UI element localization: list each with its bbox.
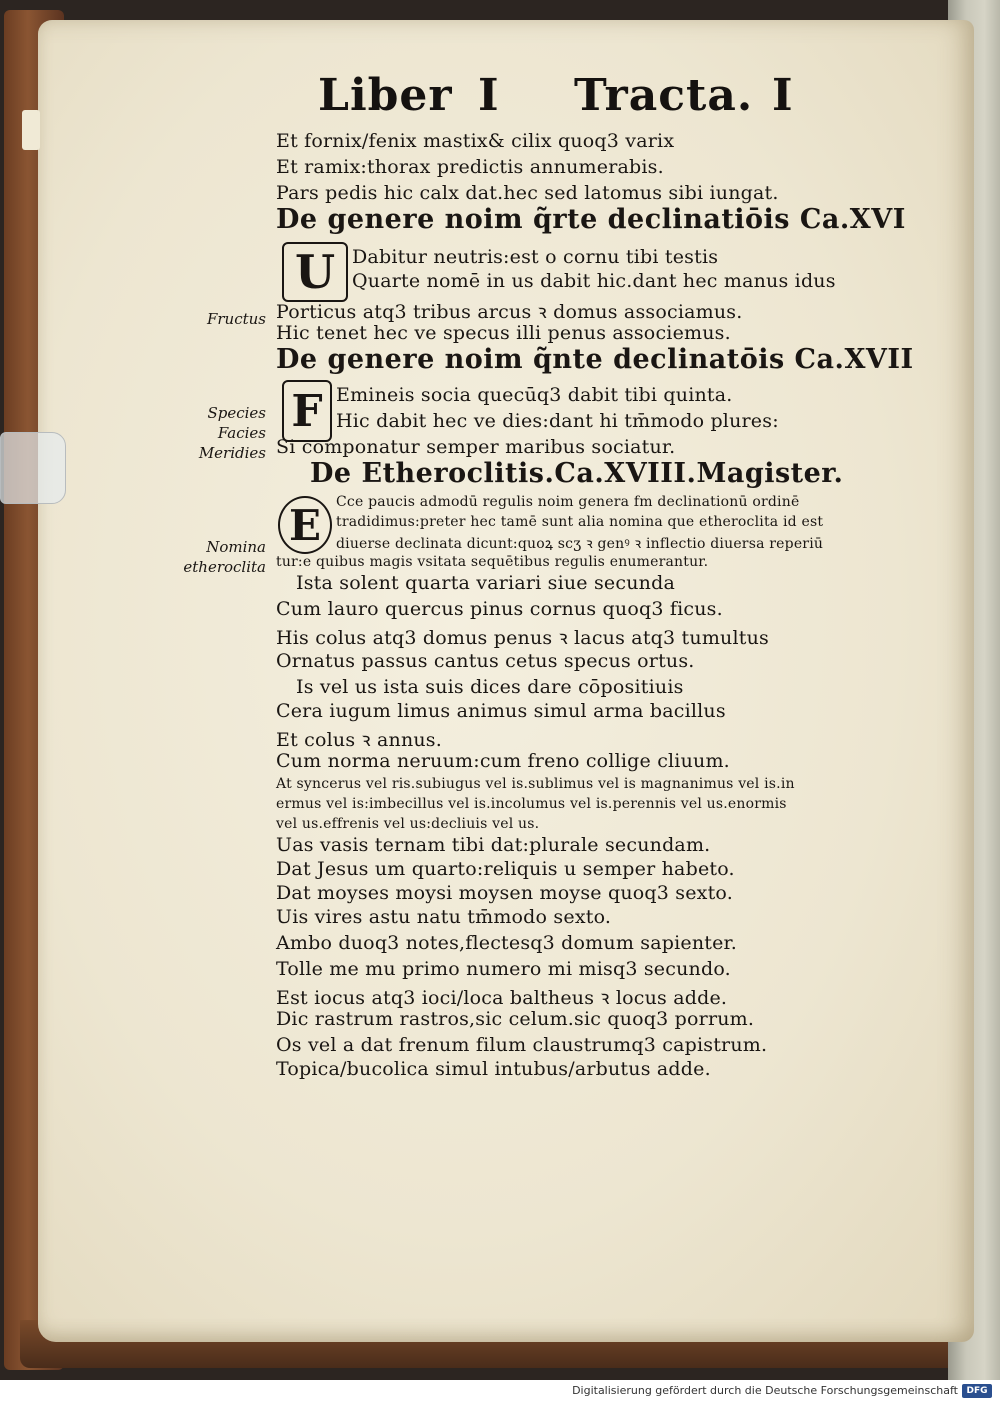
text-line: Emineis socia quecūq3 dabit tibi quinta. (336, 384, 733, 406)
text-line: vel us.effrenis vel us:decliuis vel us. (276, 816, 540, 832)
text-line: Pars pedis hic calx dat.hec sed latomus sibi iungat. (276, 182, 779, 204)
text-line: Uis vires astu natu tm̄modo sexto. (276, 906, 612, 928)
header-tracta-number: I (772, 70, 794, 121)
text-line: diuerse declinata dicunt:quoꝝ scʒ ꝛ genꝰ ꝛ inflectio diuersa reperiū (336, 536, 824, 552)
text-line: Ista solent quarta variari siue secunda (296, 572, 675, 594)
text-line: Et colus ꝛ annus. (276, 729, 443, 751)
page-clip (0, 432, 66, 504)
text-line: Quarte nomē in us dabit hic.dant hec manus idus (352, 270, 836, 292)
text-line: Tolle me mu primo numero mi misq3 secundo. (276, 958, 731, 980)
text-line: Hic tenet hec ve specus illi penus associemus. (276, 322, 731, 344)
text-line: Ambo duoq3 notes,flectesq3 domum sapienter. (276, 932, 737, 954)
text-line: Dat Jesus um quarto:reliquis u semper habeto. (276, 858, 735, 880)
chapter-heading: De Etheroclitis.Ca.XVIII.Magister. (310, 458, 844, 489)
margin-gloss: Facies (217, 424, 266, 442)
text-line: Os vel a dat frenum filum claustrumq3 capistrum. (276, 1034, 768, 1056)
text-line: Dat moyses moysi moysen moyse quoq3 sexto. (276, 882, 733, 904)
text-line: Ornatus passus cantus cetus specus ortus. (276, 650, 695, 672)
margin-gloss: Nomina (206, 538, 266, 556)
text-line: Porticus atq3 tribus arcus ꝛ domus associamus. (276, 301, 743, 323)
footer-bar (0, 1380, 1000, 1402)
bookmark-strip (22, 110, 40, 150)
text-line: tradidimus:preter hec tamē sunt alia nomina que etheroclita id est (336, 514, 824, 530)
text-line: Cum lauro quercus pinus cornus quoq3 ficus. (276, 598, 723, 620)
margin-gloss: Fructus (206, 310, 266, 328)
text-line: Hic dabit hec ve dies:dant hi tm̄modo plures: (336, 410, 779, 432)
header-liber: Liber (318, 70, 453, 121)
margin-gloss: etheroclita (183, 558, 266, 576)
text-line: Dic rastrum rastros,sic celum.sic quoq3 porrum. (276, 1008, 755, 1030)
initial-letter-u: U (282, 242, 348, 302)
margin-gloss: Meridies (198, 444, 266, 462)
initial-letter-f: F (282, 380, 332, 442)
chapter-heading: De genere noim q̃rte declinatiōis Ca.XVI (276, 204, 906, 235)
text-line: tur:e quibus magis vsitata sequētibus regulis enumerantur. (276, 554, 709, 570)
text-line: His colus atq3 domus penus ꝛ lacus atq3 tumultus (276, 627, 769, 649)
text-line: Et ramix:thorax predictis annumerabis. (276, 156, 664, 178)
text-line: Cce paucis admodū regulis noim genera fm declinationū ordinē (336, 494, 800, 510)
text-line: Uas vasis ternam tibi dat:plurale secundam. (276, 834, 711, 856)
text-line: Et fornix/fenix mastix& cilix quoq3 varix (276, 130, 675, 152)
margin-gloss: Species (207, 404, 266, 422)
text-line: At syncerus vel ris.subiugus vel is.sublimus vel is magnanimus vel is.in (276, 776, 795, 792)
text-line: ermus vel is:imbecillus vel is.incolumus vel is.perennis vel us.enormis (276, 796, 787, 812)
header-liber-number: I (478, 70, 500, 121)
footer-credit: Digitalisierung gefördert durch die Deutsche Forschungsgemeinschaft (572, 1384, 958, 1397)
chapter-heading: De genere noim q̃nte declinatōis Ca.XVII (276, 344, 914, 375)
text-line: Cum norma neruum:cum freno collige cliuum. (276, 750, 730, 772)
dfg-logo: DFG (962, 1384, 992, 1398)
header-tracta: Tracta. (574, 70, 754, 121)
text-line: Cera iugum limus animus simul arma bacillus (276, 700, 726, 722)
initial-letter-e: E (278, 496, 332, 554)
text-line: Topica/bucolica simul intubus/arbutus adde. (276, 1058, 711, 1080)
text-line: Est iocus atq3 ioci/loca baltheus ꝛ locus adde. (276, 987, 728, 1009)
text-line: Dabitur neutris:est o cornu tibi testis (352, 246, 719, 268)
text-line: Si componatur semper maribus sociatur. (276, 436, 676, 458)
text-line: Is vel us ista suis dices dare cōpositiuis (296, 676, 684, 698)
